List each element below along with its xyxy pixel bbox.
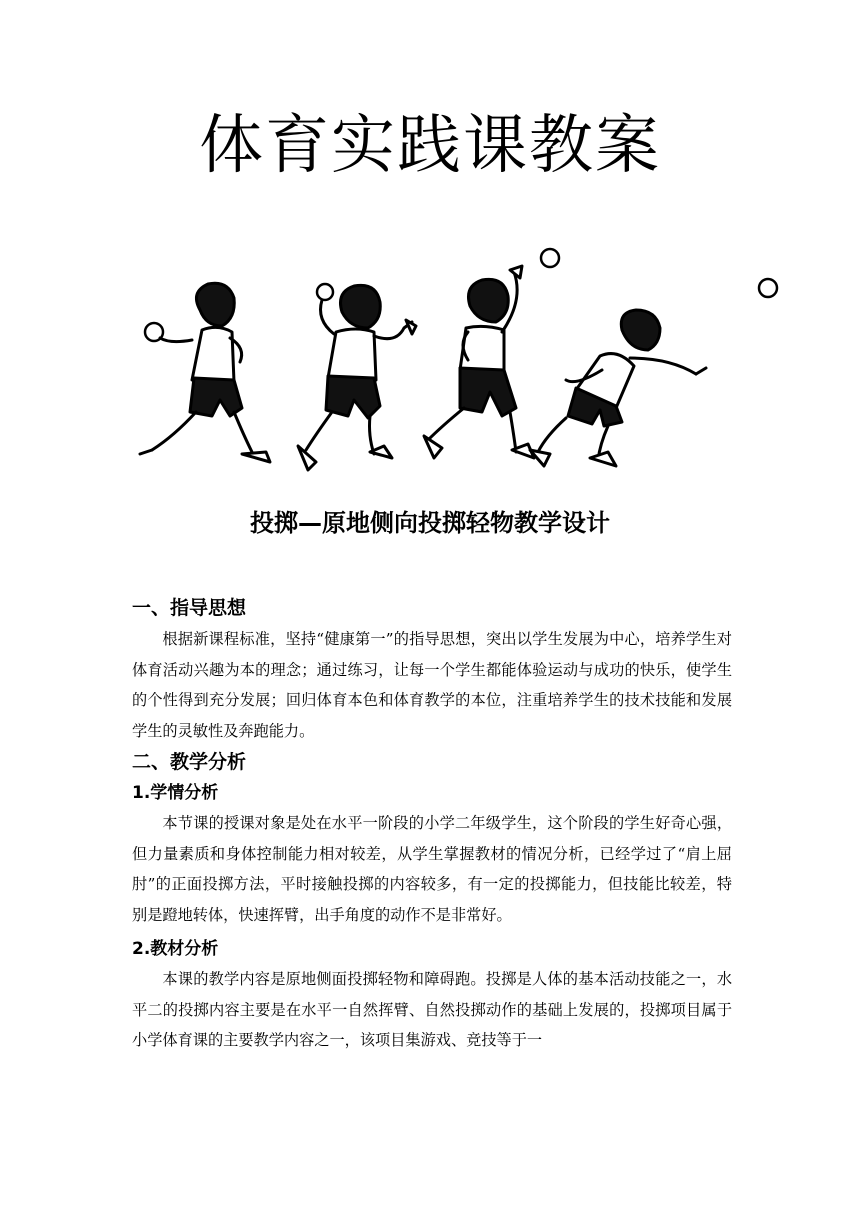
paragraph-guiding: 根据新课程标准，坚持“健康第一”的指导思想，突出以学生发展为中心，培养学生对体育活动兴趣为本的理念；通过练习，让每一个学生都能体验运动与成功的快乐，使学生的个性得到充分发展；回归体育本色和体育教学的本位，注重培养学生的技术技能和发展学生的灵敏性及奔跑能力。 [132, 630, 732, 740]
subsection-heading-student: 1.学情分析 [132, 783, 219, 803]
throwing-figure-1 [140, 283, 270, 462]
document-subtitle: 投掷—原地侧向投掷轻物教学设计 [250, 509, 610, 537]
section-heading-analysis: 二、教学分析 [132, 751, 247, 773]
throwing-figure-3 [424, 249, 559, 458]
section-heading-guiding: 一、指导思想 [132, 597, 247, 619]
throwing-figure-4 [530, 279, 777, 466]
throwing-figure-2 [298, 284, 416, 470]
document-body [132, 592, 732, 1056]
paragraph-student: 本节课的授课对象是处在水平一阶段的小学二年级学生，这个阶段的学生好奇心强，但力量素质和身体控制能力相对较差，从学生掌握教材的情况分析，已经学过了“肩上屈肘”的正面投掷方法，平时接触投掷的内容较多，有一定的投掷能力，但技能比较差，特别是蹬地转体，快速挥臂，出手角度的动作不是非常好。 [132, 814, 732, 924]
throwing-sequence-illustration [130, 240, 790, 480]
paragraph-material: 本课的教学内容是原地侧面投掷轻物和障碍跑。投掷是人体的基本活动技能之一，水平二的投掷内容主要是在水平一自然挥臂、自然投掷动作的基础上发展的，投掷项目属于小学体育课的主要教学内容之一，该项目集游戏、竞技等于一 [132, 970, 732, 1049]
subsection-heading-material: 2.教材分析 [132, 939, 219, 959]
document-title: 体育实践课教案 [199, 109, 661, 183]
